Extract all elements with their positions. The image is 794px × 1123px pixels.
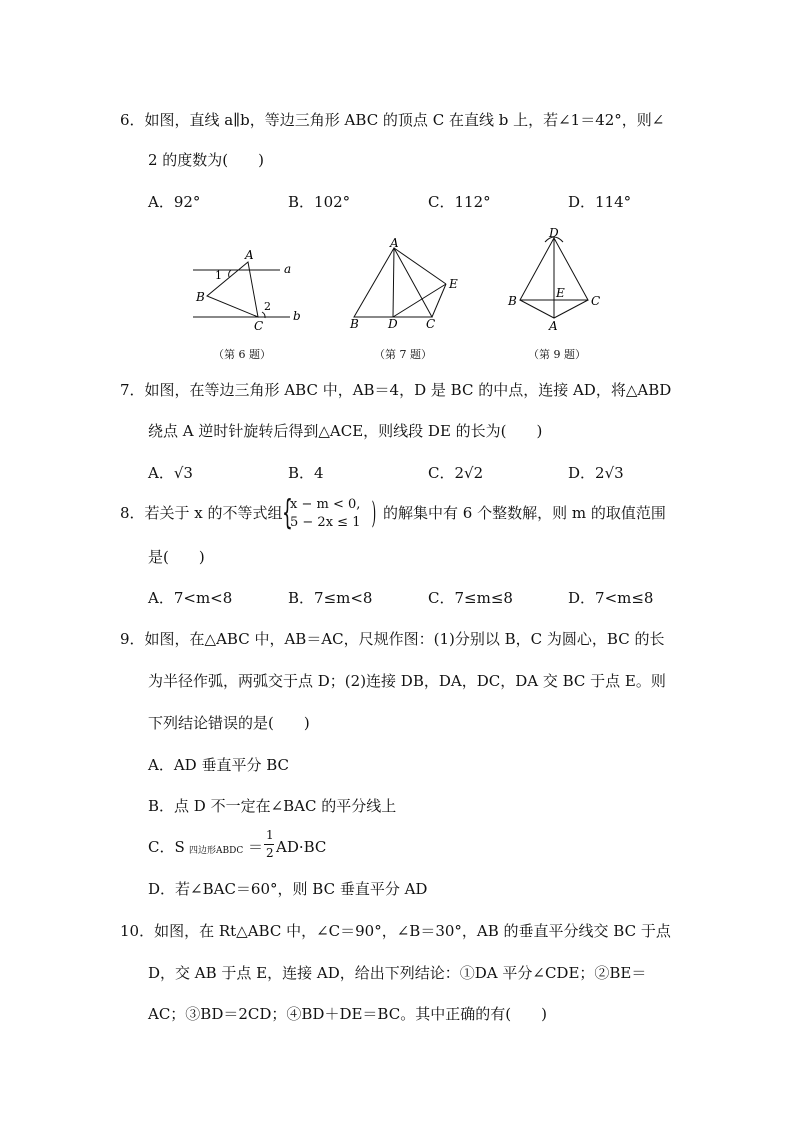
fig6-label-a: A — [245, 248, 254, 262]
q8-system-line2: 5 − 2x ≤ 1 — [290, 515, 361, 530]
fig6-label-line-a: a — [284, 262, 292, 276]
q8-line2: 是( ) — [148, 548, 205, 566]
q9-line1: 9．如图，在△ABC 中，AB＝AC，尺规作图：(1)分别以 B，C 为圆心，BC 的长 — [120, 630, 665, 648]
q10-line1: 10．如图，在 Rt△ABC 中，∠C＝90°，∠B＝30°，AB 的垂直平分线交 BC 于点 — [120, 922, 671, 940]
fig7-label-a: A — [390, 236, 399, 250]
fig7-caption: （第 7 题） — [374, 348, 432, 361]
q10-line3: AC；③BD＝2CD；④BD＋DE＝BC。其中正确的有( ) — [148, 1005, 547, 1023]
q7-option-a: A．√3 — [148, 464, 193, 482]
q8-option-a: A．7<m<8 — [148, 589, 233, 607]
fig6-label-c: C — [254, 319, 264, 333]
fig6-label-angle-2: 2 — [264, 300, 271, 313]
q9-option-c-equals: ＝ — [248, 838, 264, 856]
q9-option-b: B．点 D 不一定在∠BAC 的平分线上 — [148, 797, 397, 815]
q7-line2: 绕点 A 逆时针旋转后得到△ACE，则线段 DE 的长为( ) — [148, 422, 543, 440]
q9-option-c-numerator: 1 — [266, 828, 274, 842]
fig9-label-e: E — [556, 286, 565, 300]
q6-option-d: D．114° — [568, 193, 632, 211]
fig6-label-line-b: b — [293, 309, 301, 323]
q8-suffix: 的解集中有 6 个整数解，则 m 的取值范围 — [383, 504, 666, 522]
q7-line1: 7．如图，在等边三角形 ABC 中，AB＝4，D 是 BC 的中点，连接 AD，将△ABD — [120, 381, 672, 399]
fig7-label-e: E — [449, 277, 458, 291]
q9-line2: 为半径作弧，两弧交于点 D；(2)连接 DB，DA，DC，DA 交 BC 于点 E。则 — [148, 672, 666, 690]
fig9-label-c: C — [591, 294, 601, 308]
q8-brace: { — [282, 493, 293, 533]
q6-option-b: B．102° — [288, 193, 351, 211]
fig9-label-d: D — [549, 226, 559, 240]
q9-option-c-subscript: 四边形ABDC — [189, 846, 244, 856]
q9-option-a: A．AD 垂直平分 BC — [148, 756, 290, 774]
q9-option-c-fraction-bar — [264, 844, 274, 845]
q7-option-b: B．4 — [288, 464, 324, 482]
fig9-label-a: A — [549, 319, 558, 333]
q9-line3: 下列结论错误的是( ) — [148, 714, 310, 732]
q8-option-c: C．7≤m≤8 — [428, 589, 513, 607]
fig6-caption: （第 6 题） — [213, 348, 271, 361]
fig9-label-b: B — [508, 294, 517, 308]
fig7-label-c: C — [426, 317, 436, 331]
q6-option-a: A．92° — [148, 193, 201, 211]
fig6-label-b: B — [196, 290, 205, 304]
q6-line2: 2 的度数为( ) — [148, 151, 265, 169]
q9-option-d: D．若∠BAC＝60°，则 BC 垂直平分 AD — [148, 880, 428, 898]
fig9-caption: （第 9 题） — [528, 348, 586, 361]
q8-option-b: B．7≤m<8 — [288, 589, 373, 607]
q8-inequality-system — [282, 493, 377, 533]
q7-option-d: D．2√3 — [568, 464, 624, 482]
q8-prefix: 8．若关于 x 的不等式组 — [120, 504, 283, 522]
q9-option-c-prefix: C．S — [148, 838, 185, 856]
q6-line1: 6．如图，直线 a∥b，等边三角形 ABC 的顶点 C 在直线 b 上，若∠1＝42°，则∠ — [120, 111, 665, 129]
q8-system-line1: x − m < 0, — [290, 497, 361, 512]
fig7-label-b: B — [350, 317, 359, 331]
q7-option-c: C．2√2 — [428, 464, 484, 482]
q9-option-c-denominator: 2 — [266, 846, 274, 860]
q9-option-c-tail: AD·BC — [276, 838, 327, 856]
fig6-label-angle-1: 1 — [215, 269, 222, 282]
q10-line2: D，交 AB 于点 E，连接 AD，给出下列结论：①DA 平分∠CDE；②BE＝ — [148, 964, 647, 982]
q8-option-d: D．7<m≤8 — [568, 589, 654, 607]
q8-paren: ) — [371, 496, 377, 531]
q6-option-c: C．112° — [428, 193, 491, 211]
fig7-label-d: D — [388, 317, 398, 331]
